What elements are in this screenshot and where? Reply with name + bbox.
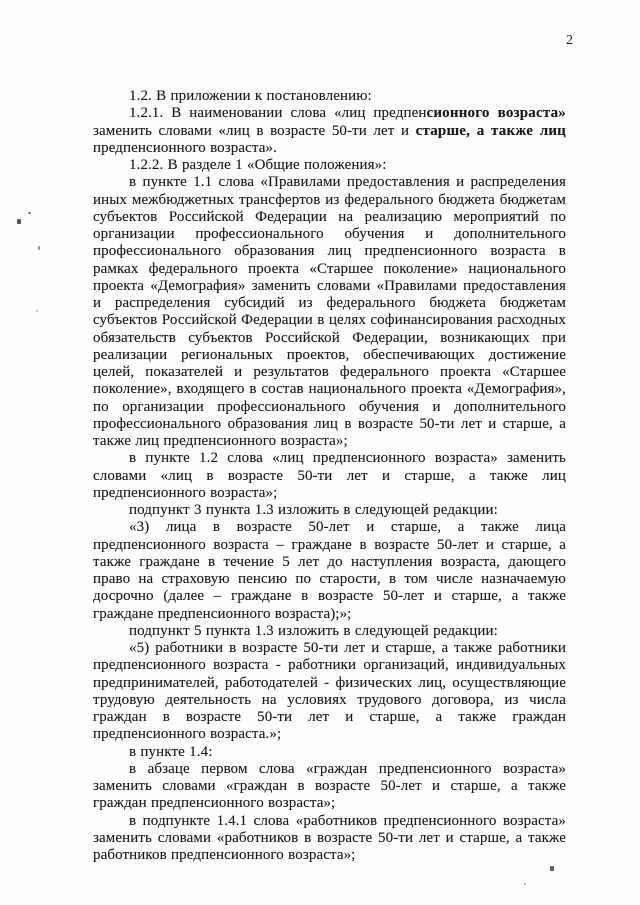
paragraph <box>93 157 566 174</box>
page-number: 2 <box>566 33 573 48</box>
paragraph <box>93 519 566 623</box>
document-body <box>93 88 566 864</box>
paragraph <box>93 450 566 502</box>
paragraph <box>93 105 566 157</box>
scan-speck <box>524 883 526 885</box>
text-run: 1.2.2. В разделе 1 «Общие положения»: <box>129 157 387 173</box>
paragraph <box>93 761 566 813</box>
paragraph <box>93 502 566 519</box>
bold-text-run: сионного возраста» <box>426 105 566 122</box>
bold-text-run: старше, а также лиц <box>415 122 566 139</box>
text-run: подпункт 5 пункта 1.3 изложить в следующей редакции: <box>129 622 498 639</box>
text-run: в пункте 1.4: <box>129 743 213 760</box>
paragraph <box>93 744 566 761</box>
text-run: в пункте 1.1 слова «Правилами предоставления и распределения иных межбюджетных трансфертов из федерального бюджета бюджетам субъектов Российской Федерации на реализацию мероприятий по организации профессионального обучения и дополнительного профессионального образования лиц предпенсионного возраста в рамках федерального проекта «Старшее поколение» национального проекта «Демография» заменить словами «Правилами предоставления и распределения субсидий из федерального бюджета бюджетам субъектов Российской Федерации в целях софинансирования расходных обязательств субъектов Российской Федерации, возникающих при реализации региональных проектов, обеспечивающих достижение целей, показателей и результатов федерального проекта «Старшее поколение», входящего в состав национального проекта «Демография», по организации профессионального обучения и дополнительного профессионального образования лиц в возрасте 50-ти лет и старше, а также лиц предпенсионного возраста»; <box>93 174 566 449</box>
text-run: предпенсионного возраста». <box>93 139 277 156</box>
paragraph <box>93 174 566 450</box>
text-run: 1.2. В приложении к постановлению: <box>129 88 372 104</box>
scan-speck <box>17 219 21 224</box>
scan-speck <box>36 310 38 312</box>
text-run: 1.2.1. В наименовании слова «лиц предпен <box>129 105 427 122</box>
scan-speck <box>28 212 31 214</box>
text-run: в пункте 1.2 слова «лиц предпенсионного возраста» заменить словами «лиц в возрасте 50-ти лет и старше, а также лиц предпенсионного возраста»; <box>93 450 566 501</box>
paragraph <box>93 88 566 105</box>
text-run: заменить словами «лиц в возрасте 50-ти лет и <box>93 122 416 139</box>
paragraph <box>93 813 566 865</box>
text-run: «5) работники в возрасте 50-ти лет и старше, а также работники предпенсионного возраста - работники организаций, индивидуальных предпринимателей, работодателей - физических лиц, осуществляющие трудовую деятельность на условиях трудового договора, из числа граждан в возрасте 50-ти лет и старше, а также граждан предпенсионного возраста.»; <box>93 640 566 743</box>
paragraph <box>93 623 566 640</box>
text-run: в абзаце первом слова «граждан предпенсионного возраста» заменить словами «граждан в возрасте 50-лет и старше, а также граждан предпенсионного возраста»; <box>93 760 566 812</box>
text-run: «3) лица в возрасте 50-лет и старше, а также лица предпенсионного возраста – граждане в возрасте 50-лет и старше, а также граждане в течение 5 лет до наступления возраста, дающего право на страховую пенсию по старости, в том числе назначаемую досрочно (далее – граждане в возрасте 50-лет и старше, а также граждане предпенсионного возраста);»; <box>93 519 566 622</box>
text-run: в подпункте 1.4.1 слова «работников предпенсионного возраста» заменить словами «работников в возрасте 50-ти лет и старше, а также работников предпенсионного возраста»; <box>93 812 566 863</box>
scan-speck <box>38 246 40 250</box>
paragraph <box>93 640 566 744</box>
scan-speck <box>550 866 554 871</box>
text-run: подпункт 3 пункта 1.3 изложить в следующей редакции: <box>129 502 498 518</box>
